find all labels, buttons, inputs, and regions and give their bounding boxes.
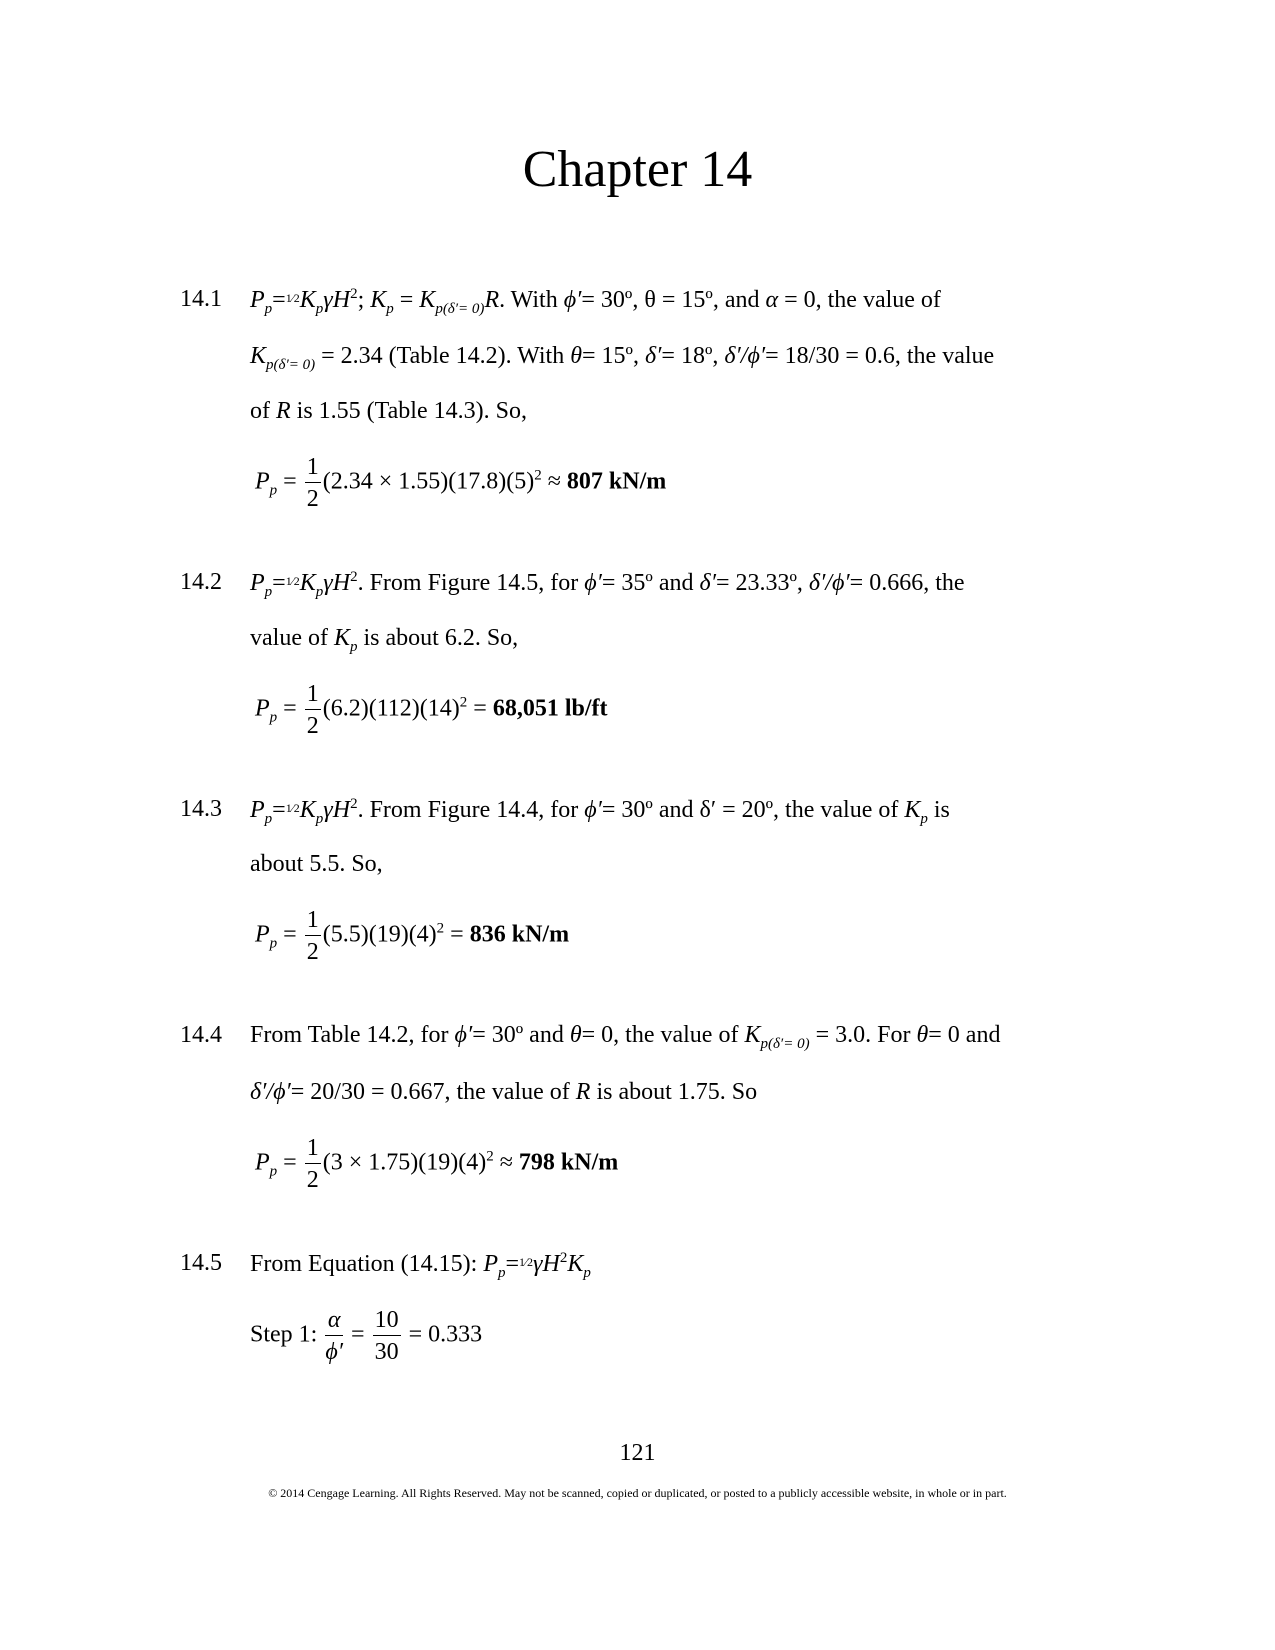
problem-14-2-equation: $P_p$ = $\frac{1}{2}$ $(6.2)(112)(14)^2 = 68,051$ lb/ft bbox=[255, 681, 608, 739]
problem-14-5-step-1: Step 1: $\frac{\alpha}{\phi'}$ = $\frac{10}{30}$ = 0.333 bbox=[250, 1307, 483, 1365]
problem-14-3-equation: $P_p$ = $\frac{1}{2}$ $(5.5)(19)(4)^2 = 836$ kN/m bbox=[255, 907, 570, 965]
problem-14-3-line-2: about 5.5. So, bbox=[250, 851, 383, 877]
problem-number: 14.2 bbox=[180, 569, 222, 595]
problem-14-1-equation: $P_p$ = $\frac{1}{2}$ $(2.34 \times 1.55)(17.8)(5)^2 \approx 807$ kN/m bbox=[255, 454, 667, 512]
result: 807 kN/m bbox=[566, 468, 667, 495]
problem-14-4-equation: $P_p$ = $\frac{1}{2}$ $(3 \times 1.75)(19)(4)^2 \approx 798$ kN/m bbox=[255, 1135, 619, 1193]
chapter-title: Chapter 14 bbox=[522, 141, 753, 198]
problem-14-1-line-3: of R is 1.55 (Table 14.3). So, bbox=[250, 398, 527, 424]
page-number: 121 bbox=[619, 1440, 656, 1466]
problem-14-4-line-1: From Table 14.2, for ϕ′= 30º and θ= 0, the value of $K_{p(\delta'= 0)} = 3.0$. For θ= 0 and bbox=[250, 1022, 1001, 1052]
problem-14-2-line-2: value of $K_p$ is about 6.2. So, bbox=[250, 625, 519, 655]
problem-number: 14.4 bbox=[180, 1022, 222, 1048]
problem-number: 14.1 bbox=[180, 286, 222, 312]
problem-14-2-line-1: $P_p=1⁄2K_p\gamma H^2$. From Figure 14.5, for ϕ′= 35º and δ′= 23.33º, δ′/ϕ′= 0.666, the bbox=[250, 569, 965, 600]
copyright-notice: © 2014 Cengage Learning. All Rights Reserved. May not be scanned, copied or duplicated, or posted to a publicly accessible website, in whole or in part. bbox=[268, 1486, 1007, 1500]
problem-number: 14.5 bbox=[180, 1250, 222, 1276]
problem-14-1-line-2: $K_{p(\delta'= 0)} = 2.34$ (Table 14.2). With θ= 15º, δ′= 18º, δ′/ϕ′= 18/30 = 0.6, the value bbox=[250, 343, 995, 373]
problem-14-1-line-1: $P_p=1⁄2K_p\gamma H^2$; $K_p = K_{p(\delta'= 0)}R$. With ϕ′= 30º, θ = 15º, and α = 0, the value of bbox=[250, 286, 941, 317]
result: 68,051 lb/ft bbox=[492, 695, 608, 722]
problem-14-4-line-2: δ′/ϕ′= 20/30 = 0.667, the value of R is about 1.75. So bbox=[250, 1079, 758, 1105]
result: 798 kN/m bbox=[518, 1149, 619, 1176]
result: 836 kN/m bbox=[469, 921, 570, 948]
problem-number: 14.3 bbox=[180, 796, 222, 822]
problem-14-5-line-1: From Equation (14.15): $P_p=1⁄2\gamma H^2K_p$ bbox=[250, 1250, 591, 1281]
problem-14-3-line-1: $P_p=1⁄2K_p\gamma H^2$. From Figure 14.4, for ϕ′= 30º and δ′ = 20º, the value of $K_p$ is bbox=[250, 796, 950, 827]
